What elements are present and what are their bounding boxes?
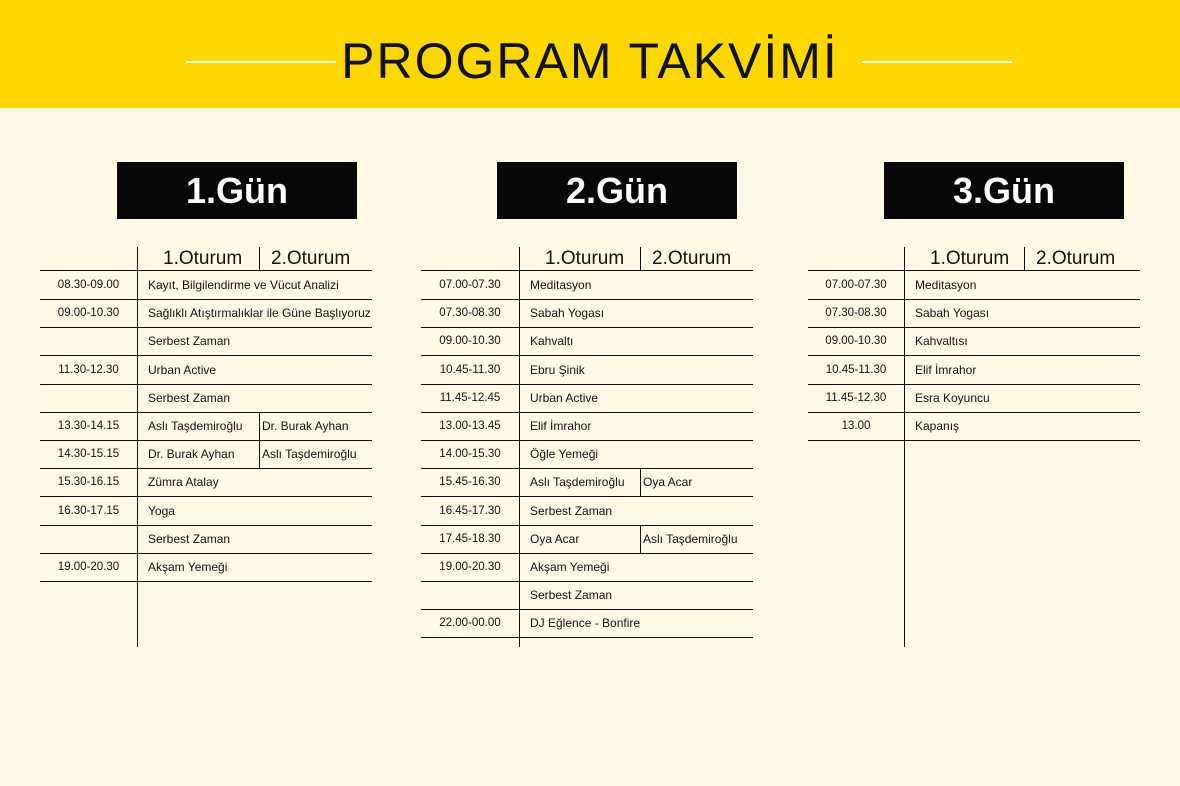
time-slot: 07.00-07.30	[439, 279, 501, 291]
header-underline	[40, 270, 372, 271]
time-slot: 07.30-08.30	[439, 307, 501, 320]
row-separator	[421, 440, 753, 441]
time-slot: 11.45-12.45	[439, 391, 501, 404]
row-separator	[421, 299, 753, 300]
time-slot: 19.00-20.30	[57, 561, 120, 573]
time-slot: 09.00-10.30	[439, 335, 501, 348]
row-separator	[421, 553, 753, 554]
session-1-activity: Kahvaltı	[530, 334, 574, 349]
time-slot: 11.30-12.30	[58, 363, 119, 376]
session-2-header: 2.Oturum	[271, 248, 351, 269]
time-slot: 16.45-17.30	[439, 504, 501, 517]
header-underline	[808, 270, 1140, 271]
session-1-activity: Dr. Burak Ayhan	[148, 447, 235, 462]
time-slot: 15.45-16.30	[439, 476, 501, 489]
session-header-divider	[1024, 247, 1025, 271]
session-cell-divider	[640, 468, 641, 496]
row-separator	[40, 327, 372, 328]
session-1-activity: Meditasyon	[915, 278, 977, 292]
time-column-divider	[137, 247, 138, 647]
session-2-activity: Aslı Taşdemiroğlu	[262, 447, 357, 462]
session-1-header: 1.Oturum	[163, 248, 243, 269]
time-slot: 22.00-00.00	[439, 617, 501, 630]
day-3-heading: 3.Gün	[884, 162, 1124, 219]
time-slot: 07.30-08.30	[825, 307, 887, 320]
row-separator	[808, 412, 1140, 413]
session-1-activity: Meditasyon	[530, 278, 592, 292]
session-cell-divider	[640, 525, 641, 553]
session-2-activity: Aslı Taşdemiroğlu	[643, 531, 738, 546]
session-header-divider	[640, 247, 641, 271]
row-separator	[421, 468, 753, 469]
time-slot: 19.00-20.30	[439, 561, 501, 573]
session-1-activity: Yoga	[148, 503, 175, 518]
session-1-activity: Urban Active	[148, 362, 217, 377]
time-slot: 13.00	[841, 420, 871, 432]
time-slot: 13.30-14.15	[57, 420, 120, 432]
time-slot: 09.00-10.30	[57, 307, 120, 320]
session-1-activity: Elif İmrahor	[915, 362, 977, 377]
row-separator	[40, 525, 372, 526]
session-1-activity: Aslı Taşdemiroğlu	[530, 475, 625, 490]
time-slot: 14.00-15.30	[439, 448, 501, 461]
session-1-activity: Sabah Yogası	[530, 306, 605, 321]
session-1-activity: Aslı Taşdemiroğlu	[148, 419, 243, 433]
row-separator	[40, 440, 372, 441]
day-1-heading: 1.Gün	[117, 162, 357, 219]
row-separator	[808, 440, 1140, 441]
title-decoration-right	[862, 61, 1012, 63]
row-separator	[40, 553, 372, 554]
time-slot: 11.45-12.30	[825, 391, 887, 404]
session-2-header: 2.Oturum	[652, 248, 732, 269]
row-separator	[808, 355, 1140, 356]
session-1-activity: Kapanış	[915, 419, 960, 433]
session-1-activity: DJ Eğlence - Bonfire	[530, 616, 641, 631]
session-1-activity: Zümra Atalay	[148, 475, 219, 490]
row-separator	[40, 355, 372, 356]
session-1-activity: Sağlıklı Atıştırmalıklar ile Güne Başlıyoruz	[148, 306, 371, 321]
row-separator	[421, 496, 753, 497]
header-banner	[0, 0, 1180, 108]
row-separator	[808, 384, 1140, 385]
row-separator	[40, 468, 372, 469]
session-header-divider	[259, 247, 260, 271]
row-separator	[40, 581, 372, 582]
row-separator	[421, 609, 753, 610]
session-1-activity: Oya Acar	[530, 531, 580, 546]
row-separator	[421, 412, 753, 413]
session-2-activity: Oya Acar	[643, 475, 693, 490]
time-slot: 10.45-11.30	[825, 363, 887, 376]
time-slot: 09.00-10.30	[825, 335, 887, 348]
row-separator	[40, 299, 372, 300]
session-1-activity: Urban Active	[530, 390, 599, 405]
row-separator	[40, 496, 372, 497]
time-slot: 16.30-17.15	[57, 504, 120, 517]
session-1-activity: Serbest Zaman	[530, 503, 613, 518]
session-1-header: 1.Oturum	[930, 248, 1010, 269]
session-1-activity: Serbest Zaman	[530, 588, 613, 603]
day-2-heading: 2.Gün	[497, 162, 737, 219]
session-cell-divider	[259, 440, 260, 468]
session-1-activity: Esra Koyuncu	[915, 390, 990, 405]
row-separator	[808, 299, 1140, 300]
session-1-activity: Öğle Yemeği	[530, 447, 599, 462]
session-1-activity: Serbest Zaman	[148, 390, 231, 405]
row-separator	[421, 525, 753, 526]
session-1-activity: Akşam Yemeği	[148, 560, 228, 574]
header-underline	[421, 270, 753, 271]
session-2-activity: Dr. Burak Ayhan	[262, 419, 349, 433]
time-slot: 13.00-13.45	[439, 420, 501, 432]
row-separator	[40, 384, 372, 385]
row-separator	[421, 327, 753, 328]
session-1-activity: Kahvaltısı	[915, 334, 968, 349]
session-1-activity: Ebru Şinik	[530, 362, 585, 377]
row-separator	[421, 384, 753, 385]
time-slot: 08.30-09.00	[57, 279, 120, 291]
session-1-header: 1.Oturum	[545, 248, 625, 269]
session-1-activity: Kayıt, Bilgilendirme ve Vücut Analizi	[148, 278, 339, 292]
time-slot: 15.30-16.15	[57, 476, 120, 489]
session-1-activity: Serbest Zaman	[148, 334, 231, 349]
row-separator	[421, 637, 753, 638]
session-1-activity: Sabah Yogası	[915, 306, 990, 321]
time-column-divider	[904, 247, 905, 647]
session-2-header: 2.Oturum	[1036, 248, 1116, 269]
session-1-activity: Serbest Zaman	[148, 531, 231, 546]
session-cell-divider	[259, 412, 260, 440]
row-separator	[808, 327, 1140, 328]
session-1-activity: Akşam Yemeği	[530, 560, 610, 574]
time-slot: 07.00-07.30	[825, 279, 887, 291]
row-separator	[421, 355, 753, 356]
time-slot: 10.45-11.30	[439, 363, 501, 376]
session-1-activity: Elif İmrahor	[530, 419, 592, 433]
row-separator	[40, 412, 372, 413]
time-slot: 14.30-15.15	[57, 448, 120, 461]
row-separator	[421, 581, 753, 582]
time-column-divider	[519, 247, 520, 647]
page-title: PROGRAM TAKVİMİ	[341, 33, 839, 89]
time-slot: 17.45-18.30	[439, 532, 501, 545]
